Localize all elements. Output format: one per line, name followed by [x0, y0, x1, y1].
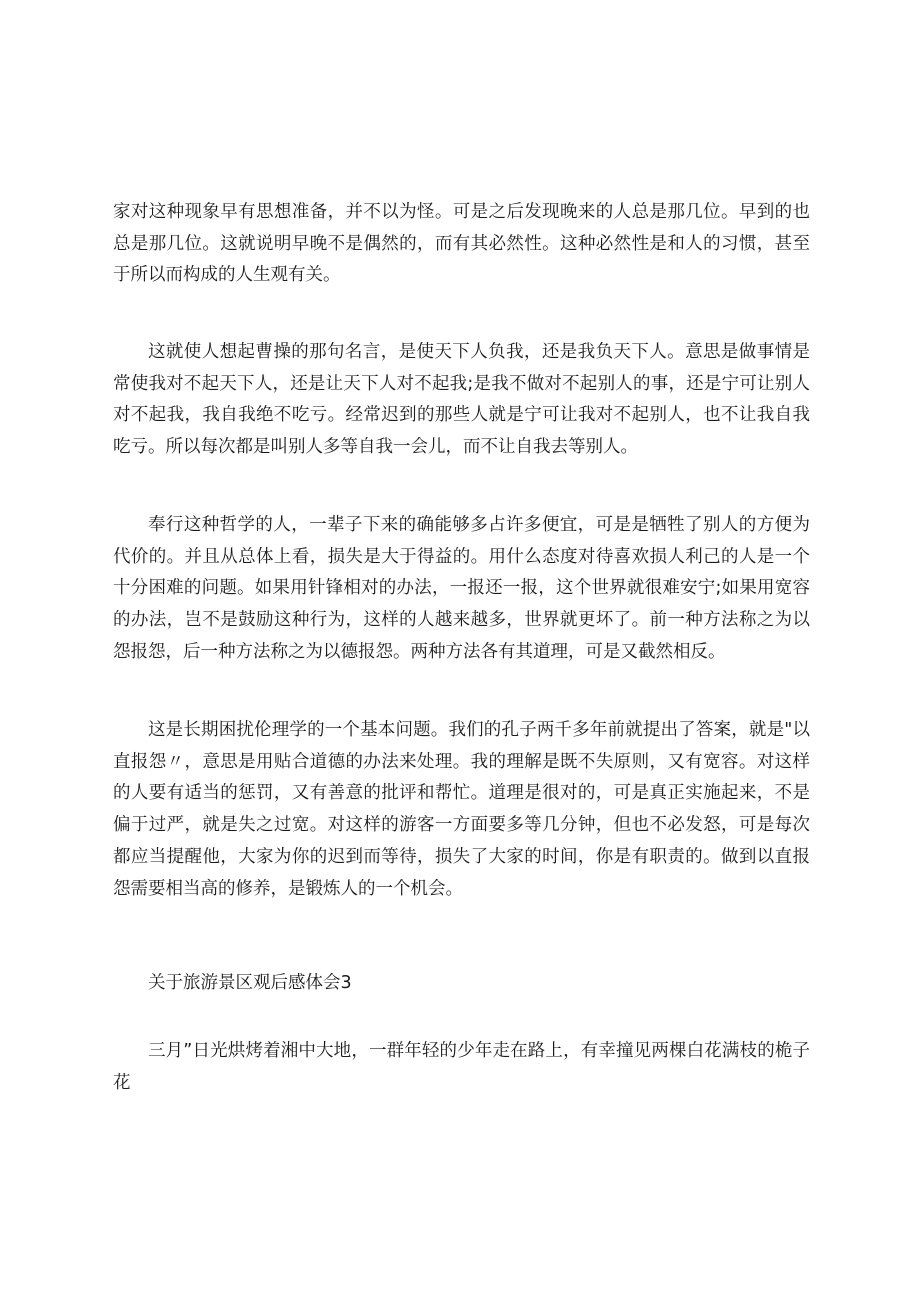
paragraph-2: 这就使人想起曹操的那句名言，是使天下人负我，还是我负天下人。意思是做事情是常使我对不起天下人，还是让天下人对不起我;是我不做对不起别人的事，还是宁可让别人对不起我，我自我绝不吃亏。经常迟到的那些人就是宁可让我对不起别人，也不让我自我吃亏。所以每次都是叫别人多等自我一会儿，而不让自我去等别人。 — [113, 342, 810, 458]
paragraph-4: 这是长期困扰伦理学的一个基本问题。我们的孔子两千多年前就提出了答案，就是"以直报怨〃，意思是用贴合道德的办法来处理。我的理解是既不失原则，又有宽容。对这样的人要有适当的惩罚，又有善意的批评和帮忙。道理是很对的，可是真正实施起来，不是偏于过严，就是失之过宽。对这样的游客一方面要多等几分钟，但也不必发怒，可是每次都应当提醒他，大家为你的迟到而等待，损失了大家的时间，你是有职责的。做到以直报怨需要相当高的修养，是锻炼人的一个机会。 — [113, 720, 810, 899]
paragraph-5: 三月”日光烘烤着湘中大地，一群年轻的少年走在路上，有幸撞见两棵白花满枝的桅子花 — [113, 1041, 810, 1093]
paragraph-1: 家对这种现象早有思想准备，并不以为怪。可是之后发现晚来的人总是那几位。早到的也总是那几位。这就说明早晚不是偶然的，而有其必然性。这种必然性是和人的习惯，甚至于所以而构成的人生观有关。 — [113, 202, 810, 286]
section-heading: 关于旅游景区观后感体会3 — [148, 973, 352, 993]
paragraph-3: 奉行这种哲学的人，一辈子下来的确能够多占许多便宜，可是是牺牲了别人的方便为代价的。并且从总体上看，损失是大于得益的。用什么态度对待喜欢损人利己的人是一个十分困难的问题。如果用针锋相对的办法，一报还一报，这个世界就很难安宁;如果用宽容的办法，岂不是鼓励这种行为，这样的人越来越多，世界就更坏了。前一种方法称之为以怨报怨，后一种方法称之为以德报怨。两种方法各有其道理，可是又截然相反。 — [113, 515, 810, 662]
